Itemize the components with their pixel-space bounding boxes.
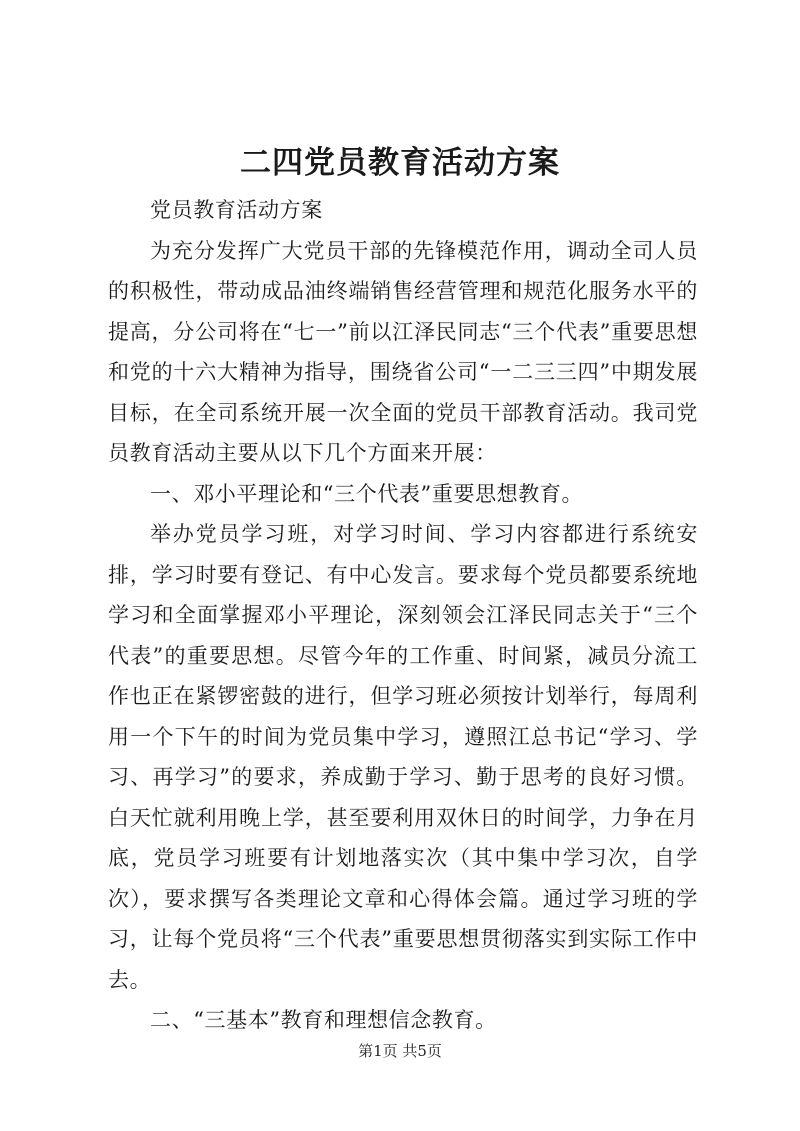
section-heading-1: 一、邓小平理论和“三个代表”重要思想教育。 <box>150 481 584 506</box>
paragraph-intro: 为充分发挥广大党员干部的先锋模范作用，调动全司人员的积极性，带动成品油终端销售经营管理和规范化服务水平的提高，分公司将在“七一”前以江泽民同志“三个代表”重要思想和党的十六大精神为指导，围绕省公司“一二三三四”中期发展目标，在全司系统开展一次全面的党员干部教育活动。我司党员教育活动主要从以下几个方面来开展： <box>108 238 698 465</box>
paragraph-subtitle: 党员教育活动方案 <box>150 198 323 222</box>
document-body <box>108 190 698 1041</box>
page-footer: 第1页 共5页 <box>358 1042 442 1060</box>
section-heading-2: 二、“三基本”教育和理想信念教育。 <box>150 1008 497 1032</box>
paragraph-section-1: 举办党员学习班，对学习时间、学习内容都进行系统安排，学习时要有登记、有中心发言。要求每个党员都要系统地学习和全面掌握邓小平理论，深刻领会江泽民同志关于“三个代表”的重要思想。尽管今年的工作重、时间紧，减员分流工作也正在紧锣密鼓的进行，但学习班必须按计划举行，每周利用一个下午的时间为党员集中学习，遵照江总书记“学习、学习、再学习”的要求，养成勤于学习、勤于思考的良好习惯。白天忙就利用晚上学，甚至要利用双休日的时间学，力争在月底，党员学习班要有计划地落实次（其中集中学习次，自学次），要求撰写各类理论文章和心得体会篇。通过学习班的学习，让每个党员将“三个代表”重要思想贯彻落实到实际工作中去。 <box>108 522 698 992</box>
document-title: 二四党员教育活动方案 <box>240 145 560 181</box>
